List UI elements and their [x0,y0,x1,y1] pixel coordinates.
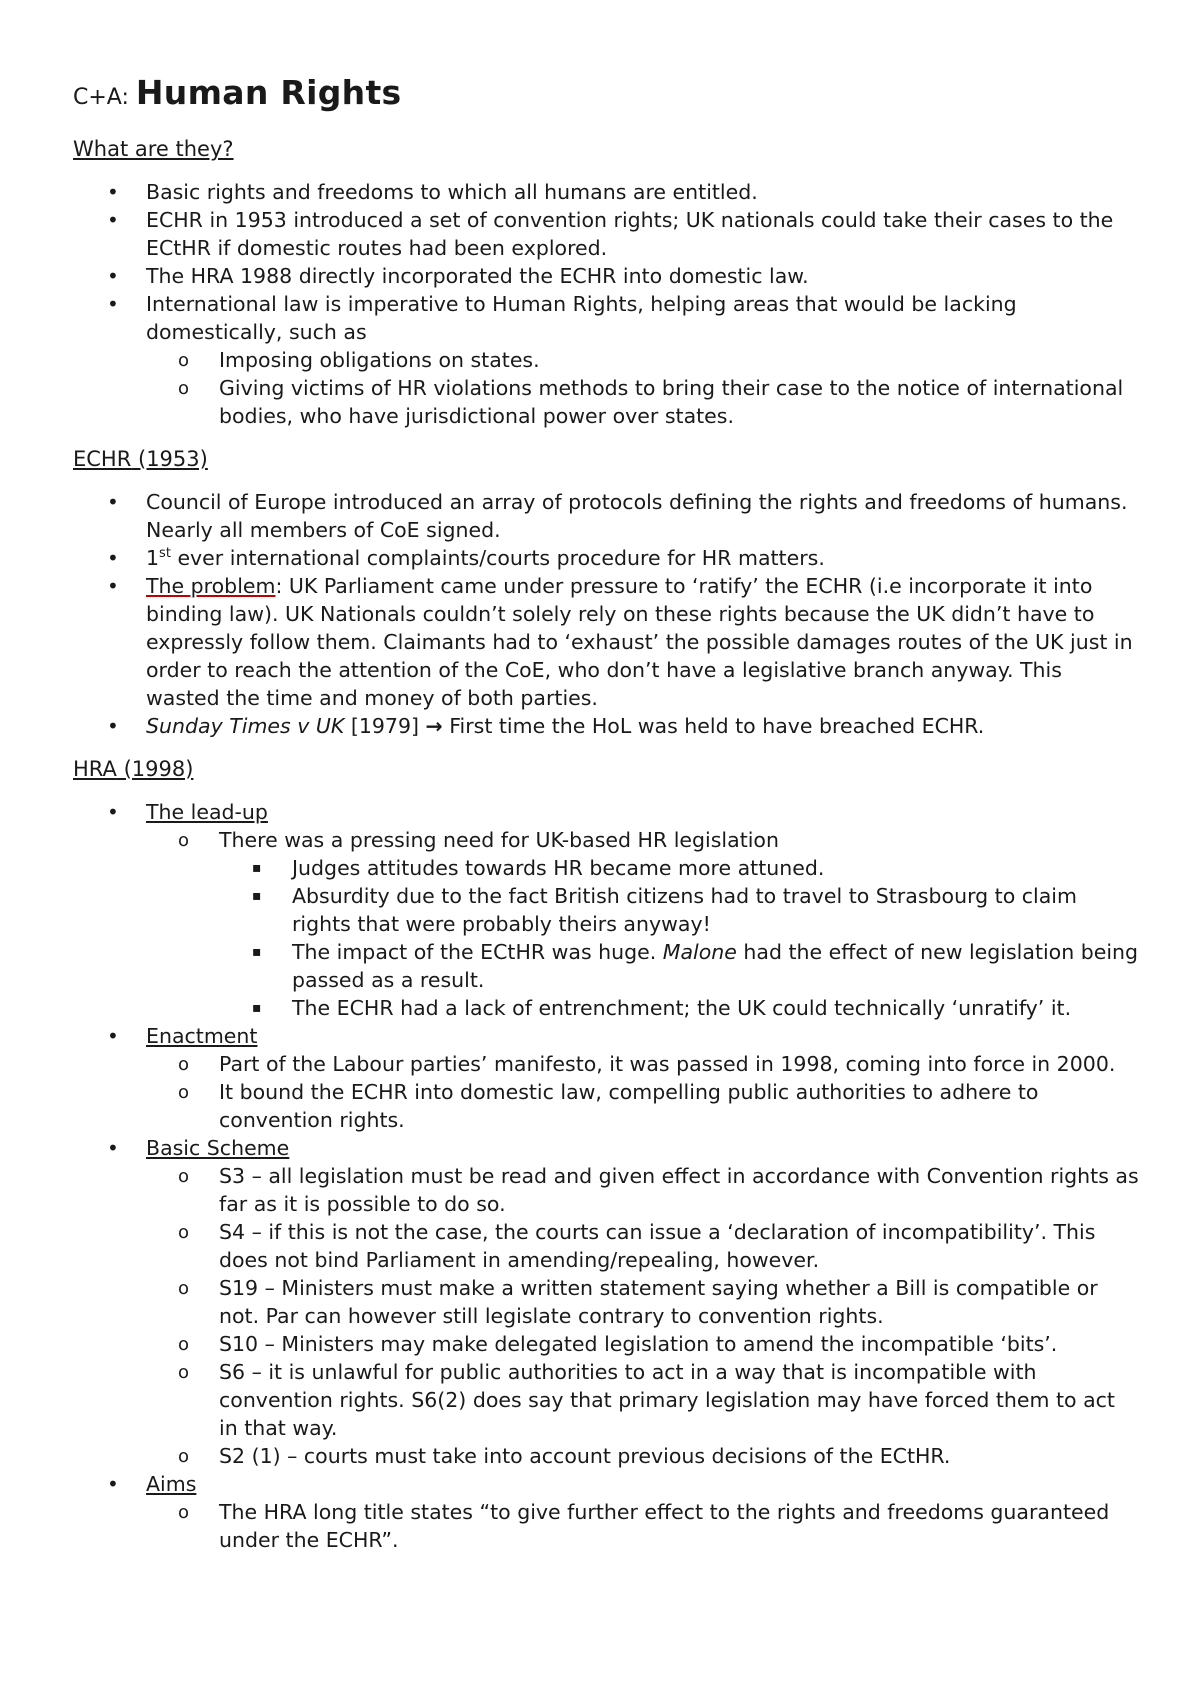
list-item: • The problem: UK Parliament came under pressure to ‘ratify’ the ECHR (i.e incorporate it into binding law). UK Nationals couldn’t solely rely on these rights because the UK didn’t have to expressly follow them. Claimants had to ‘exhaust’ the possible damages routes of the UK just in order to reach the attention of the CoE, who don’t have a legislative branch anyway. This wasted the time and money of both parties. [107,574,1133,710]
sub-list-item: o S4 – if this is not the case, the courts can issue a ‘declaration of incompatibility’. This does not bind Parliament in amending/repealing, however. [178,1220,1096,1272]
square-bullet-icon: ▪ [252,888,262,904]
section-heading-hra: HRA (1998) [73,757,194,781]
bullet-icon: • [107,208,119,232]
list-item: • ECHR in 1953 introduced a set of convention rights; UK nationals could take their cases to the ECtHR if domestic routes had been explored. [107,208,1114,260]
bullet-icon: • [107,1472,119,1496]
section-heading-echr: ECHR (1953) [73,447,208,471]
bullet-icon: • [107,490,119,514]
circle-bullet-icon: o [178,1334,190,1355]
hra-list [73,798,1140,1554]
square-bullet-icon: ▪ [252,860,262,876]
sub-list-item: o Giving victims of HR violations methods to bring their case to the notice of international bodies, who have jurisdictional power over states. [178,376,1124,428]
sub-list-item: o There was a pressing need for UK-based HR legislation ▪ Judges attitudes towards HR became more attuned. ▪ Absurdity due to the fact British citizens had to travel to Strasbourg to claim rights that were probably theirs anyway! ▪ The impact of the ECtHR was huge. Malone had the effect of new legislation being passed as a result. ▪ The ECHR had a lack of entrenchment; the UK could technically ‘unratify’ it. [178,828,1139,1020]
sub-list-item: o It bound the ECHR into domestic law, compelling public authorities to adhere to convention rights. [178,1080,1039,1132]
list-item-enactment: • Enactment o Part of the Labour parties’ manifesto, it was passed in 1998, coming into force in 2000. o It bound the ECHR into domestic law, compelling public authorities to adhere to convention rights. [73,1022,1140,1134]
sub-list-item: o S3 – all legislation must be read and given effect in accordance with Convention rights as far as it is possible to do so. [178,1164,1139,1216]
circle-bullet-icon: o [178,378,190,399]
what-list [73,178,1140,430]
list-item: • Sunday Times v UK [1979] → First time the HoL was held to have breached ECHR. [107,714,985,738]
bullet-icon: • [107,546,119,570]
bullet-icon: • [107,800,119,824]
circle-bullet-icon: o [178,1054,190,1075]
sub-list [146,1162,1140,1470]
sub-list [146,1050,1140,1134]
circle-bullet-icon: o [178,1278,190,1299]
sub-list-item: o Part of the Labour parties’ manifesto, it was passed in 1998, coming into force in 2000. [146,1050,1140,1078]
sub-sub-list [219,854,1140,1022]
sub-list-item: o S2 (1) – courts must take into account previous decisions of the ECtHR. [146,1442,1140,1470]
circle-bullet-icon: o [178,350,190,371]
sub-list [146,826,1140,1022]
bullet-icon: • [107,264,119,288]
circle-bullet-icon: o [178,1362,190,1383]
list-item: • International law is imperative to Human Rights, helping areas that would be lacking domestically, such as o Imposing obligations on states. o Giving victims of HR violations methods to bring their case to the notice of international bodies, who have jurisdictional power over states. [73,290,1140,430]
bullet-icon: • [107,180,119,204]
sub-list-item: o S10 – Ministers may make delegated legislation to amend the incompatible ‘bits’. [146,1330,1140,1358]
circle-bullet-icon: o [178,1446,190,1467]
sub-list [146,1498,1140,1554]
bullet-icon: • [107,714,119,738]
case-name: Malone [662,940,737,964]
problem-label: The problem [146,574,276,598]
circle-bullet-icon: o [178,1082,190,1103]
list-item-basic-scheme: • Basic Scheme o S3 – all legislation must be read and given effect in accordance with Convention rights as far as it is possible to do so. o S4 – if this is not the case, the courts can issue a ‘declaration of incompatibility’. This does not bind Parliament in amending/repealing, however. o S19 – Ministers must make a written statement saying whether a Bill is compatible or not. Par can however still legislate contrary to convention rights. o S10 – Ministers may make delegated legislation to amend the incompatible ‘bits’. o S6 – it is unlawful for public authorities to act in a way that is incompatible with convention rights. S6(2) does say that primary legislation may have forced them to act in that way. o S2 (1) – courts must take into account previous decisions of the ECtHR. [73,1134,1140,1470]
sub-list [146,346,1140,430]
bullet-icon: • [107,1136,119,1160]
list-item: • 1st ever international complaints/courts procedure for HR matters. [107,546,825,570]
arrow-right-icon: → [425,714,443,738]
sub-sub-list-item: ▪ Absurdity due to the fact British citizens had to travel to Strasbourg to claim rights that were probably theirs anyway! [252,884,1077,936]
sub-list-item: o Imposing obligations on states. [146,346,1140,374]
bullet-icon: • [107,574,119,598]
circle-bullet-icon: o [178,1166,190,1187]
circle-bullet-icon: o [178,1222,190,1243]
title-prefix: C+A: [73,85,136,110]
sub-sub-list-item: ▪ The ECHR had a lack of entrenchment; the UK could technically ‘unratify’ it. [252,996,1072,1020]
echr-list [73,488,1140,740]
section-heading-what: What are they? [73,137,234,161]
square-bullet-icon: ▪ [252,1000,262,1016]
list-item-aims: • Aims o The HRA long title states “to give further effect to the rights and freedoms guaranteed under the ECHR”. [73,1470,1140,1554]
list-item: • Council of Europe introduced an array of protocols defining the rights and freedoms of humans. Nearly all members of CoE signed. [107,490,1128,542]
case-name: Sunday Times v UK [146,714,345,738]
sub-list-item: o S19 – Ministers must make a written statement saying whether a Bill is compatible or not. Par can however still legislate contrary to convention rights. [178,1276,1098,1328]
sub-list-item: o The HRA long title states “to give further effect to the rights and freedoms guaranteed under the ECHR”. [178,1500,1110,1552]
circle-bullet-icon: o [178,830,190,851]
bullet-icon: • [107,1024,119,1048]
sub-sub-list-item: ▪ The impact of the ECtHR was huge. Malone had the effect of new legislation being passed as a result. [252,940,1139,992]
list-item-leadup: • The lead-up o There was a pressing need for UK-based HR legislation ▪ Judges attitudes towards HR became more attuned. ▪ Absurdity due to the fact British citizens had to travel to Strasbourg to claim rights that were probably theirs anyway! ▪ The impact of the ECtHR was huge. Malone had the effect of new legislation being passed as a result. ▪ The ECHR had a lack of entrenchment; the UK could technically ‘unratify’ it. [107,800,1139,1020]
sub-list-item: o S6 – it is unlawful for public authorities to act in a way that is incompatible with convention rights. S6(2) does say that primary legislation may have forced them to act in that way. [178,1360,1115,1440]
bullet-icon: • [107,292,119,316]
list-item: • The HRA 1988 directly incorporated the ECHR into domestic law. [107,264,809,288]
title-main: Human Rights [135,73,402,112]
list-item: • Basic rights and freedoms to which all humans are entitled. [107,180,758,204]
page-title [73,68,1140,120]
square-bullet-icon: ▪ [252,944,262,960]
sub-sub-list-item: ▪ Judges attitudes towards HR became more attuned. [252,856,825,880]
circle-bullet-icon: o [178,1502,190,1523]
